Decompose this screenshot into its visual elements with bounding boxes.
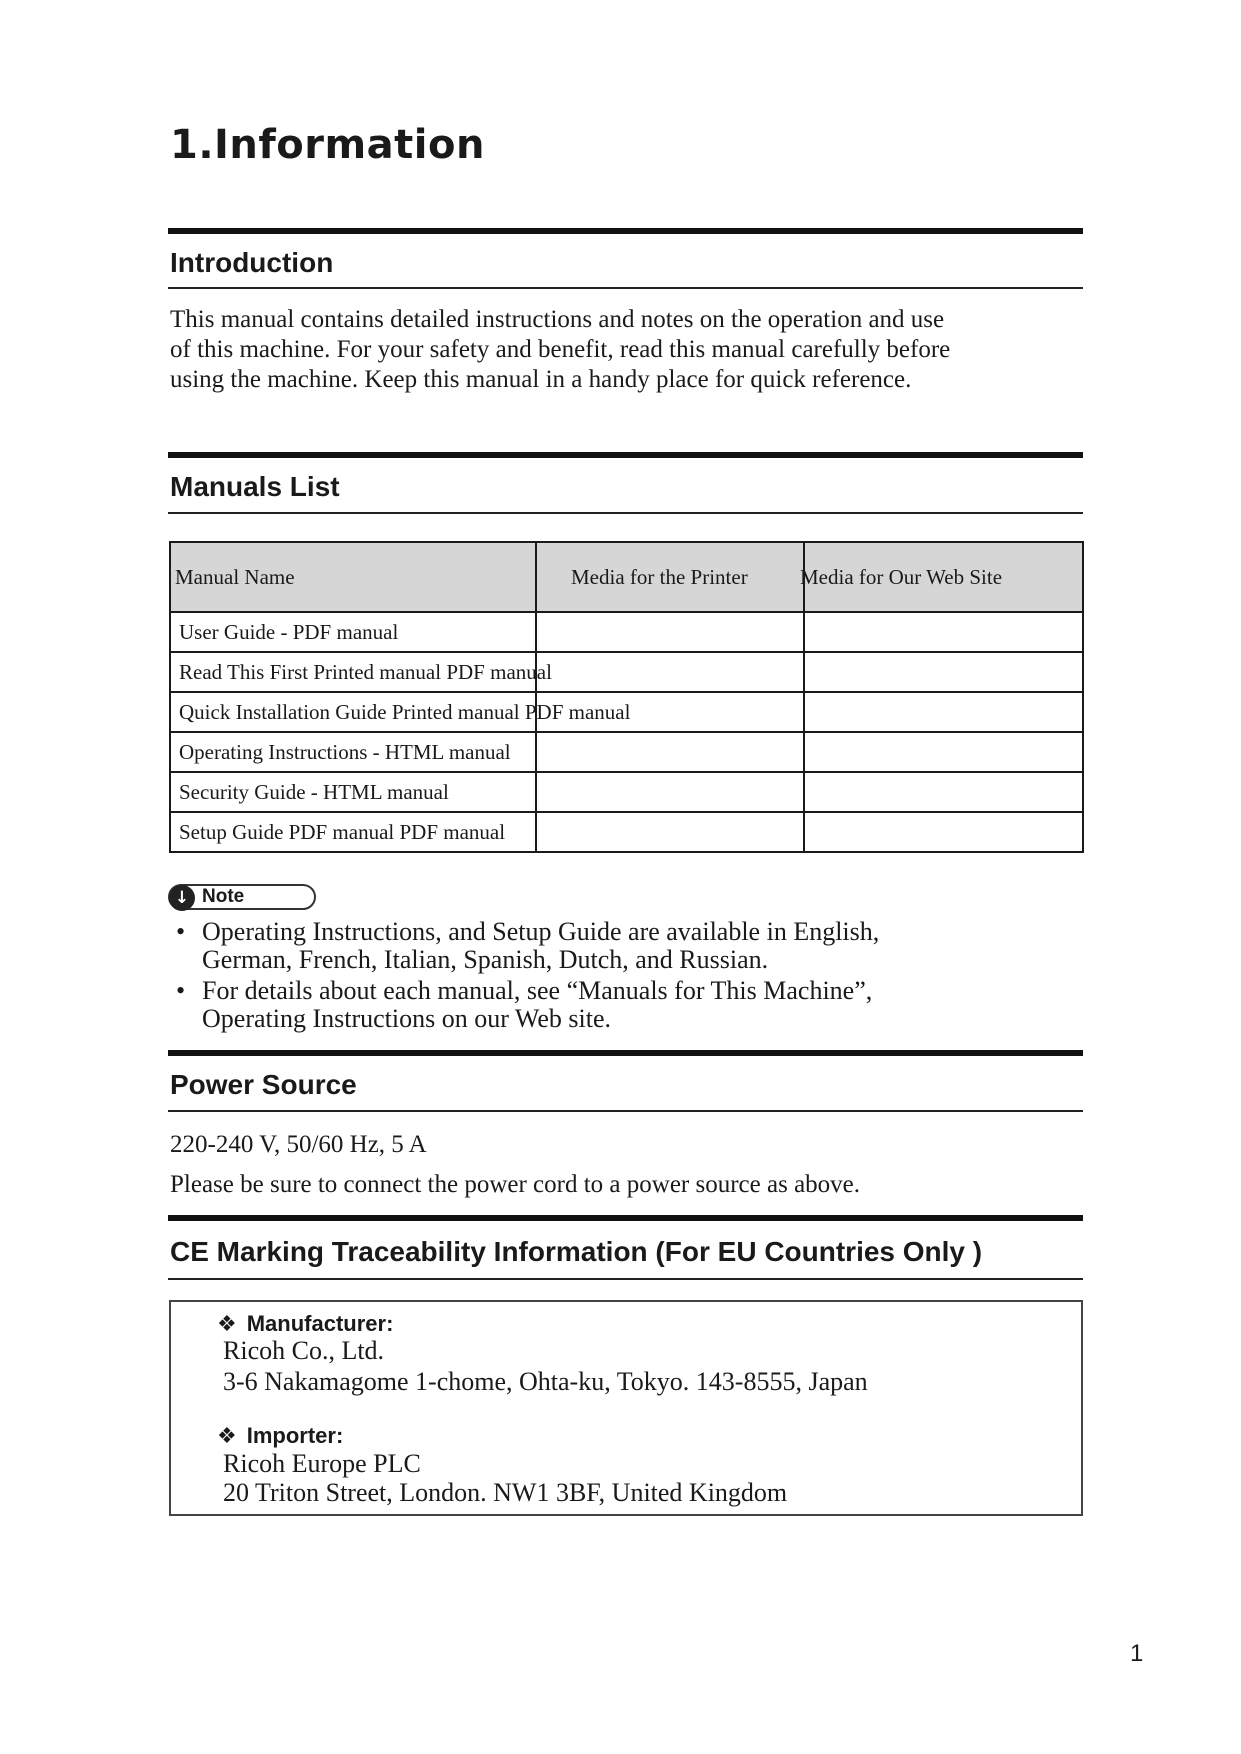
table-cell: User Guide - PDF manual (170, 612, 536, 652)
text-line: of this machine. For your safety and benefit, read this manual carefully before (170, 336, 951, 363)
table-row (170, 612, 1083, 652)
ce-heading: CE Marking Traceability Information (For EU Countries Only ) (170, 1236, 983, 1267)
table-row (170, 692, 1083, 732)
manuals-table (169, 541, 1084, 853)
table-cell (536, 612, 804, 652)
table-cell: Setup Guide PDF manual PDF manual (170, 812, 536, 852)
page-number: 1 (1130, 1640, 1144, 1667)
manuals-list-heading: Manuals List (170, 471, 340, 502)
section-divider-bottom (168, 287, 1083, 289)
manufacturer-address: 3-6 Nakamagome 1-chome, Ohta-ku, Tokyo. 143-8555, Japan (223, 1367, 868, 1396)
importer-label-row (217, 1423, 343, 1449)
importer-address: 20 Triton Street, London. NW1 3BF, United Kingdom (223, 1478, 788, 1507)
table-cell (804, 692, 1083, 732)
column-header-media-web: Media for Our Web Site (804, 542, 1083, 612)
column-header-media-printer: Media for the Printer (536, 542, 804, 612)
section-divider-bottom (168, 1110, 1083, 1112)
table-header-row (170, 542, 1083, 612)
importer-name: Ricoh Europe PLC (223, 1449, 421, 1478)
note-badge (168, 884, 316, 910)
ce-info-box (169, 1300, 1083, 1516)
manufacturer-name: Ricoh Co., Ltd. (223, 1336, 385, 1365)
table-row (170, 812, 1083, 852)
chapter-title: 1.Information (170, 122, 485, 168)
table-cell (804, 732, 1083, 772)
table-cell: Read This First Printed manual PDF manual (170, 652, 536, 692)
text-line: using the machine. Keep this manual in a handy place for quick reference. (170, 366, 912, 393)
manufacturer-label: Manufacturer: (246, 1311, 394, 1336)
section-divider-top (168, 228, 1083, 234)
section-divider-bottom (168, 512, 1083, 514)
text-line: This manual contains detailed instructions and notes on the operation and use (170, 306, 945, 333)
section-divider-top (168, 452, 1083, 458)
bullet-icon: • (176, 976, 186, 1005)
table-row (170, 652, 1083, 692)
text-line: Operating Instructions, and Setup Guide are available in English, (202, 917, 880, 946)
note-label: Note (202, 886, 245, 907)
bullet-icon: • (176, 917, 186, 946)
introduction-heading: Introduction (170, 247, 334, 278)
table-cell (804, 772, 1083, 812)
table-cell (804, 812, 1083, 852)
importer-label: Importer: (246, 1423, 344, 1448)
power-advice: Please be sure to connect the power cord to a power source as above. (170, 1171, 861, 1198)
note-list (170, 918, 1070, 1036)
list-item (170, 918, 1070, 974)
table-cell (536, 652, 804, 692)
text-line: German, French, Italian, Spanish, Dutch, and Russian. (202, 945, 769, 974)
text-line: Operating Instructions on our Web site. (202, 1004, 612, 1033)
table-cell: Security Guide - HTML manual (170, 772, 536, 812)
table-cell (536, 772, 804, 812)
section-divider-bottom (168, 1278, 1083, 1280)
manufacturer-label-row (217, 1311, 393, 1337)
column-header-manual-name: Manual Name (170, 542, 536, 612)
text-line: For details about each manual, see “Manuals for This Machine”, (202, 976, 873, 1005)
table-cell (804, 652, 1083, 692)
table-row (170, 732, 1083, 772)
diamond-bullet-icon: ❖ (217, 1424, 237, 1449)
section-divider-top (168, 1050, 1083, 1056)
power-spec: 220-240 V, 50/60 Hz, 5 A (170, 1131, 427, 1158)
table-cell (536, 732, 804, 772)
diamond-bullet-icon: ❖ (217, 1312, 237, 1337)
power-source-heading: Power Source (170, 1069, 357, 1100)
table-cell: Operating Instructions - HTML manual (170, 732, 536, 772)
arrow-down-circle-icon: ↓ (169, 885, 195, 911)
table-row (170, 772, 1083, 812)
section-divider-top (168, 1215, 1083, 1221)
table-cell: Quick Installation Guide Printed manual PDF manual (170, 692, 536, 732)
list-item (170, 977, 1070, 1033)
table-cell (804, 612, 1083, 652)
introduction-text (170, 305, 1090, 395)
table-cell (536, 812, 804, 852)
